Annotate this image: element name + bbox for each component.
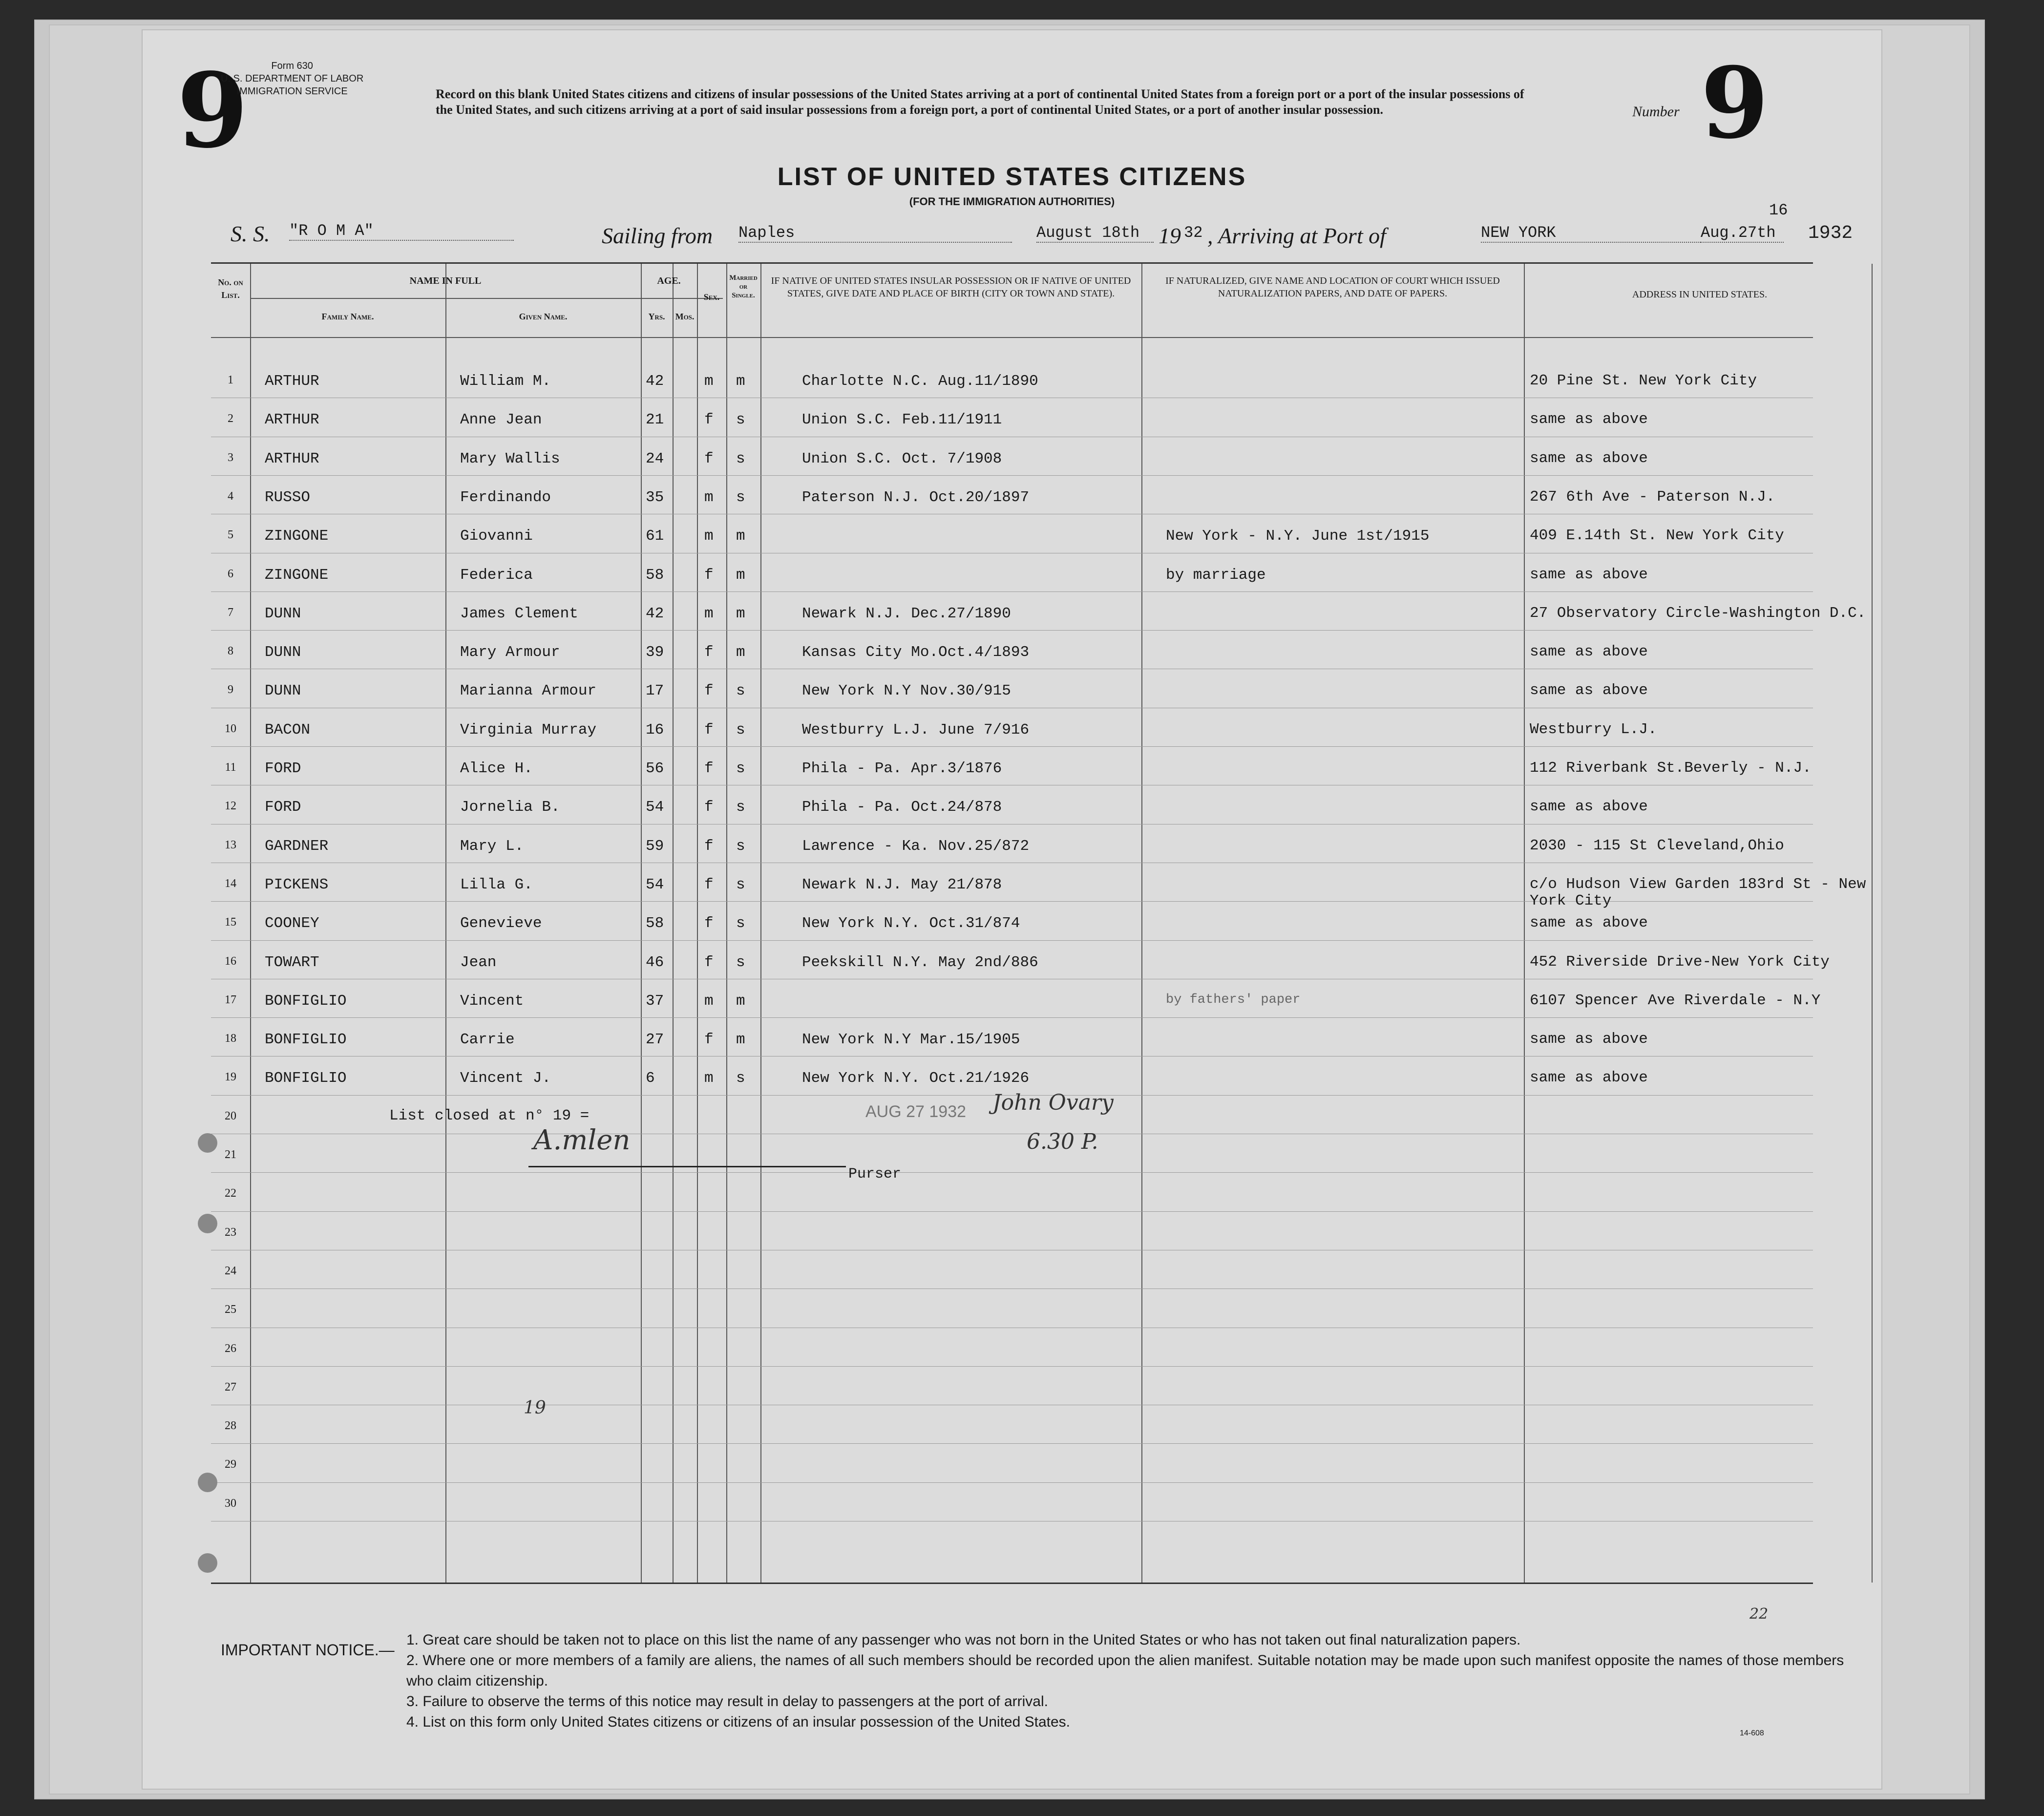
marital-status: s	[736, 953, 745, 971]
service: IMMIGRATION SERVICE	[236, 86, 348, 97]
marital-status: s	[736, 411, 745, 429]
address: same as above	[1530, 798, 1648, 816]
form-code: 14-608	[1740, 1729, 1764, 1737]
header-age: AGE.	[657, 275, 681, 286]
binder-hole	[198, 1473, 217, 1492]
ss-label: S. S.	[231, 221, 270, 246]
family-name: FORD	[265, 760, 301, 777]
notice-items	[406, 1630, 1847, 1732]
page-subtitle: (FOR THE IMMIGRATION AUTHORITIES)	[909, 195, 1115, 208]
marital-status: s	[736, 760, 745, 777]
header-address: ADDRESS IN UNITED STATES.	[1632, 289, 1768, 300]
list-closed-note: List closed at n° 19 =	[389, 1107, 590, 1124]
form-identifier	[221, 60, 363, 98]
given-name: Genevieve	[460, 915, 542, 932]
row-number: 10	[225, 722, 236, 735]
family-name: COONEY	[265, 915, 319, 932]
header-naturalized: IF NATURALIZED, GIVE NAME AND LOCATION OF COURT WHICH ISSUED NATURALIZATION PAPERS, AND DATE OF PAPERS.	[1165, 275, 1500, 299]
passenger-table	[211, 262, 1866, 1584]
birth-place-date: New York N.Y Mar.15/1905	[802, 1031, 1020, 1049]
marital-status: m	[736, 373, 745, 390]
row-number: 18	[225, 1032, 236, 1045]
family-name: BONFIGLIO	[265, 1031, 347, 1049]
sex: f	[704, 799, 714, 816]
arriving-label: , Arriving at Port of	[1207, 223, 1386, 248]
arrival-day-correction: 16	[1769, 201, 1788, 219]
age-years: 58	[646, 915, 664, 932]
address: Westburry L.J.	[1530, 720, 1657, 738]
age-years: 54	[646, 876, 664, 893]
margin-mark: 19	[524, 1398, 546, 1418]
age-years: 17	[646, 682, 664, 700]
age-years: 54	[646, 799, 664, 816]
row-number: 12	[225, 800, 236, 813]
given-name: Vincent	[460, 992, 524, 1010]
sex: m	[704, 528, 714, 545]
page-mark: 22	[1749, 1605, 1769, 1623]
birth-place-date: New York N.Y. Oct.31/874	[802, 915, 1020, 932]
given-name: Jean	[460, 953, 497, 971]
address: 409 E.14th St. New York City	[1530, 527, 1784, 545]
birth-place-date: Phila - Pa. Oct.24/878	[802, 799, 1002, 816]
notice-item: 3. Failure to observe the terms of this notice may result in delay to passengers at the port of arrival.	[406, 1693, 1048, 1710]
marital-status: s	[736, 450, 745, 467]
row-number: 5	[228, 528, 233, 542]
header-name-full: NAME IN FULL	[409, 275, 482, 286]
birth-place-date: Kansas City Mo.Oct.4/1893	[802, 644, 1030, 661]
row-number: 9	[228, 683, 233, 697]
row-number: 26	[225, 1342, 236, 1355]
row-number: 19	[225, 1071, 236, 1084]
birth-place-date: Peekskill N.Y. May 2nd/886	[802, 953, 1038, 971]
age-years: 24	[646, 450, 664, 467]
marital-status: s	[736, 799, 745, 816]
sex: f	[704, 837, 714, 855]
address: same as above	[1530, 1031, 1648, 1048]
row-number: 2	[228, 412, 233, 425]
age-years: 42	[646, 605, 664, 622]
port-from: Naples	[738, 224, 1012, 243]
inspection-time: 6.30 P.	[1027, 1129, 1098, 1154]
given-name: Lilla G.	[460, 876, 533, 893]
header-mos: Mos.	[675, 312, 695, 321]
address: same as above	[1530, 682, 1648, 699]
sail-date: August 18th	[1036, 224, 1154, 243]
given-name: Carrie	[460, 1031, 515, 1049]
given-name: Federica	[460, 566, 533, 584]
sex: f	[704, 682, 714, 700]
address: 27 Observatory Circle-Washington D.C.	[1530, 604, 1866, 622]
address: same as above	[1530, 566, 1648, 583]
header-family: Family Name.	[321, 312, 374, 321]
header-sex: Sex.	[703, 292, 720, 302]
age-years: 59	[646, 837, 664, 855]
row-number: 23	[225, 1225, 236, 1239]
arrival-year: 1932	[1808, 223, 1853, 244]
family-name: GARDNER	[265, 837, 329, 855]
sex: m	[704, 992, 714, 1010]
age-years: 46	[646, 953, 664, 971]
given-name: Alice H.	[460, 760, 533, 777]
sex: f	[704, 1031, 714, 1049]
row-number: 11	[225, 761, 236, 774]
row-number: 27	[225, 1380, 236, 1394]
marital-status: s	[736, 837, 745, 855]
family-name: DUNN	[265, 682, 301, 700]
header-married: Married or Single.	[729, 274, 758, 299]
row-number: 8	[228, 645, 233, 658]
row-number: 7	[228, 606, 233, 619]
sex: f	[704, 566, 714, 584]
sailing-label: Sailing from	[602, 223, 713, 248]
sex: f	[704, 450, 714, 467]
inspector-signature: John Ovary	[992, 1090, 1114, 1115]
sex: m	[704, 605, 714, 622]
birth-place-date: Newark N.J. May 21/878	[802, 876, 1002, 893]
given-name: Mary Wallis	[460, 450, 560, 467]
sail-year-prefix: 19	[1159, 223, 1181, 248]
birth-place-date: Westburry L.J. June 7/916	[802, 721, 1030, 739]
given-name: Virginia Murray	[460, 721, 597, 739]
binder-hole	[198, 1553, 217, 1573]
family-name: DUNN	[265, 644, 301, 661]
row-number: 14	[225, 877, 236, 890]
family-name: BONFIGLIO	[265, 1070, 347, 1087]
family-name: PICKENS	[265, 876, 329, 893]
age-years: 42	[646, 373, 664, 390]
notice-item: 1. Great care should be taken not to place on this list the name of any passenger who was not born in the United States or who has not taken out final naturalization papers.	[406, 1632, 1521, 1648]
family-name: BACON	[265, 721, 311, 739]
form-instructions: Record on this blank United States citizens and citizens of insular possessions of the United States arriving at a port of continental United States from a foreign port or a port of the insular possessions of the United States, and such citizens arriving at a port of said insular possessions from a foreign port, a port of continental United States, or a port of another insular possession.	[436, 87, 1524, 117]
row-number: 28	[225, 1419, 236, 1433]
marital-status: m	[736, 644, 745, 661]
age-years: 61	[646, 528, 664, 545]
sail-year-suffix: 32	[1184, 224, 1203, 242]
row-number: 3	[228, 451, 233, 464]
marital-status: m	[736, 605, 745, 622]
family-name: ARTHUR	[265, 411, 319, 429]
row-number: 16	[225, 954, 236, 968]
sex: f	[704, 876, 714, 893]
age-years: 27	[646, 1031, 664, 1049]
marital-status: m	[736, 1031, 745, 1049]
birth-place-date: New York N.Y Nov.30/915	[802, 682, 1011, 700]
notice-item: 4. List on this form only United States citizens or citizens of an insular possession of the United States.	[406, 1714, 1071, 1730]
row-number: 21	[225, 1148, 236, 1161]
given-name: Anne Jean	[460, 411, 542, 429]
marital-status: s	[736, 682, 745, 700]
sex: f	[704, 915, 714, 932]
sex: f	[704, 411, 714, 429]
age-years: 21	[646, 411, 664, 429]
given-name: William M.	[460, 373, 551, 390]
department: U. S. DEPARTMENT OF LABOR	[221, 73, 364, 84]
arrival-date-stamp: AUG 27 1932	[865, 1102, 967, 1121]
row-number: 15	[225, 916, 236, 929]
binder-hole	[198, 1214, 217, 1233]
age-years: 39	[646, 644, 664, 661]
age-years: 16	[646, 721, 664, 739]
page-title: LIST OF UNITED STATES CITIZENS	[777, 163, 1247, 191]
header-native: IF NATIVE OF UNITED STATES INSULAR POSSESSION OR IF NATIVE OF UNITED STATES, GIVE DATE AND PLACE OF BIRTH (CITY OR TOWN AND STATE).	[771, 275, 1131, 299]
sex: f	[704, 760, 714, 777]
address: c/o Hudson View Garden 183rd St - New York City	[1530, 875, 1866, 909]
marital-status: s	[736, 1070, 745, 1087]
header-given: Given Name.	[519, 312, 568, 321]
manifest-page	[142, 29, 1882, 1790]
row-number: 22	[225, 1187, 236, 1200]
marital-status: s	[736, 876, 745, 893]
form-number: Form 630	[271, 61, 313, 71]
family-name: ZINGONE	[265, 566, 329, 584]
address: 452 Riverside Drive-New York City	[1530, 953, 1830, 971]
row-number: 1	[228, 374, 233, 386]
row-number: 24	[225, 1264, 236, 1277]
address: same as above	[1530, 449, 1648, 467]
row-number: 29	[225, 1458, 236, 1471]
row-number: 13	[225, 838, 236, 851]
address: 112 Riverbank St.Beverly - N.J.	[1530, 760, 1812, 777]
address: same as above	[1530, 1069, 1648, 1087]
marital-status: m	[736, 992, 745, 1010]
family-name: DUNN	[265, 605, 301, 622]
header-yrs: Yrs.	[648, 312, 665, 321]
family-name: ARTHUR	[265, 450, 319, 467]
sheet-number-left: 9	[177, 50, 249, 171]
given-name: James Clement	[460, 605, 578, 622]
purser-signature: A.mlen	[533, 1124, 631, 1156]
age-years: 35	[646, 488, 664, 506]
birth-place-date: Lawrence - Ka. Nov.25/872	[802, 837, 1030, 855]
given-name: Marianna Armour	[460, 682, 597, 700]
marital-status: m	[736, 528, 745, 545]
binder-hole	[198, 1133, 217, 1153]
marital-status: s	[736, 721, 745, 739]
birth-place-date: Union S.C. Oct. 7/1908	[802, 450, 1002, 467]
birth-place-date: Paterson N.J. Oct.20/1897	[802, 488, 1030, 506]
address: same as above	[1530, 643, 1648, 661]
header-no: No. on List.	[218, 277, 243, 300]
notice-item: 2. Where one or more members of a family are aliens, the names of all such members should be recorded upon the alien manifest. Suitable notation may be made upon such manifest opposite the names of those members who claim citizenship.	[406, 1652, 1844, 1689]
family-name: TOWART	[265, 953, 319, 971]
marital-status: s	[736, 915, 745, 932]
sex: f	[704, 953, 714, 971]
purser-label: Purser	[848, 1166, 902, 1183]
birth-place-date: Charlotte N.C. Aug.11/1890	[802, 373, 1038, 390]
row-number: 30	[225, 1497, 236, 1510]
family-name: ZINGONE	[265, 528, 329, 545]
given-name: Mary L.	[460, 837, 524, 855]
given-name: Vincent J.	[460, 1070, 551, 1087]
sex: f	[704, 721, 714, 739]
marital-status: s	[736, 488, 745, 506]
row-number: 6	[228, 567, 233, 580]
age-years: 58	[646, 566, 664, 584]
notice-label: IMPORTANT NOTICE.—	[221, 1641, 395, 1659]
birth-place-date: Newark N.J. Dec.27/1890	[802, 605, 1011, 622]
sheet-number-right: 9	[1701, 46, 1769, 161]
address: same as above	[1530, 411, 1648, 428]
birth-place-date: Union S.C. Feb.11/1911	[802, 411, 1002, 429]
age-years: 56	[646, 760, 664, 777]
row-number: 17	[225, 993, 236, 1006]
marital-status: m	[736, 566, 745, 584]
given-name: Giovanni	[460, 528, 533, 545]
age-years: 6	[646, 1070, 655, 1087]
number-label: Number	[1632, 104, 1680, 120]
family-name: ARTHUR	[265, 373, 319, 390]
birth-place-date: Phila - Pa. Apr.3/1876	[802, 760, 1002, 777]
sex: m	[704, 1070, 714, 1087]
arrival-date: Aug.27th	[1701, 224, 1784, 243]
naturalization: by fathers' paper	[1166, 992, 1301, 1007]
address: same as above	[1530, 914, 1648, 932]
address: 20 Pine St. New York City	[1530, 372, 1757, 389]
ship-name: "R O M A"	[289, 222, 514, 241]
naturalization: by marriage	[1166, 566, 1266, 584]
row-number: 4	[228, 489, 233, 503]
age-years: 37	[646, 992, 664, 1010]
given-name: Mary Armour	[460, 644, 560, 661]
sex: m	[704, 488, 714, 506]
address: 267 6th Ave - Paterson N.J.	[1530, 488, 1775, 506]
address: 2030 - 115 St Cleveland,Ohio	[1530, 837, 1784, 854]
sex: m	[704, 373, 714, 390]
family-name: FORD	[265, 799, 301, 816]
family-name: BONFIGLIO	[265, 992, 347, 1010]
sex: f	[704, 644, 714, 661]
family-name: RUSSO	[265, 488, 311, 506]
row-number: 20	[225, 1109, 236, 1122]
birth-place-date: New York N.Y. Oct.21/1926	[802, 1070, 1030, 1087]
given-name: Jornelia B.	[460, 799, 560, 816]
port-to: NEW YORK	[1481, 224, 1701, 243]
row-number: 25	[225, 1303, 236, 1316]
address: 6107 Spencer Ave Riverdale - N.Y	[1530, 992, 1821, 1009]
given-name: Ferdinando	[460, 488, 551, 506]
naturalization: New York - N.Y. June 1st/1915	[1166, 528, 1430, 545]
